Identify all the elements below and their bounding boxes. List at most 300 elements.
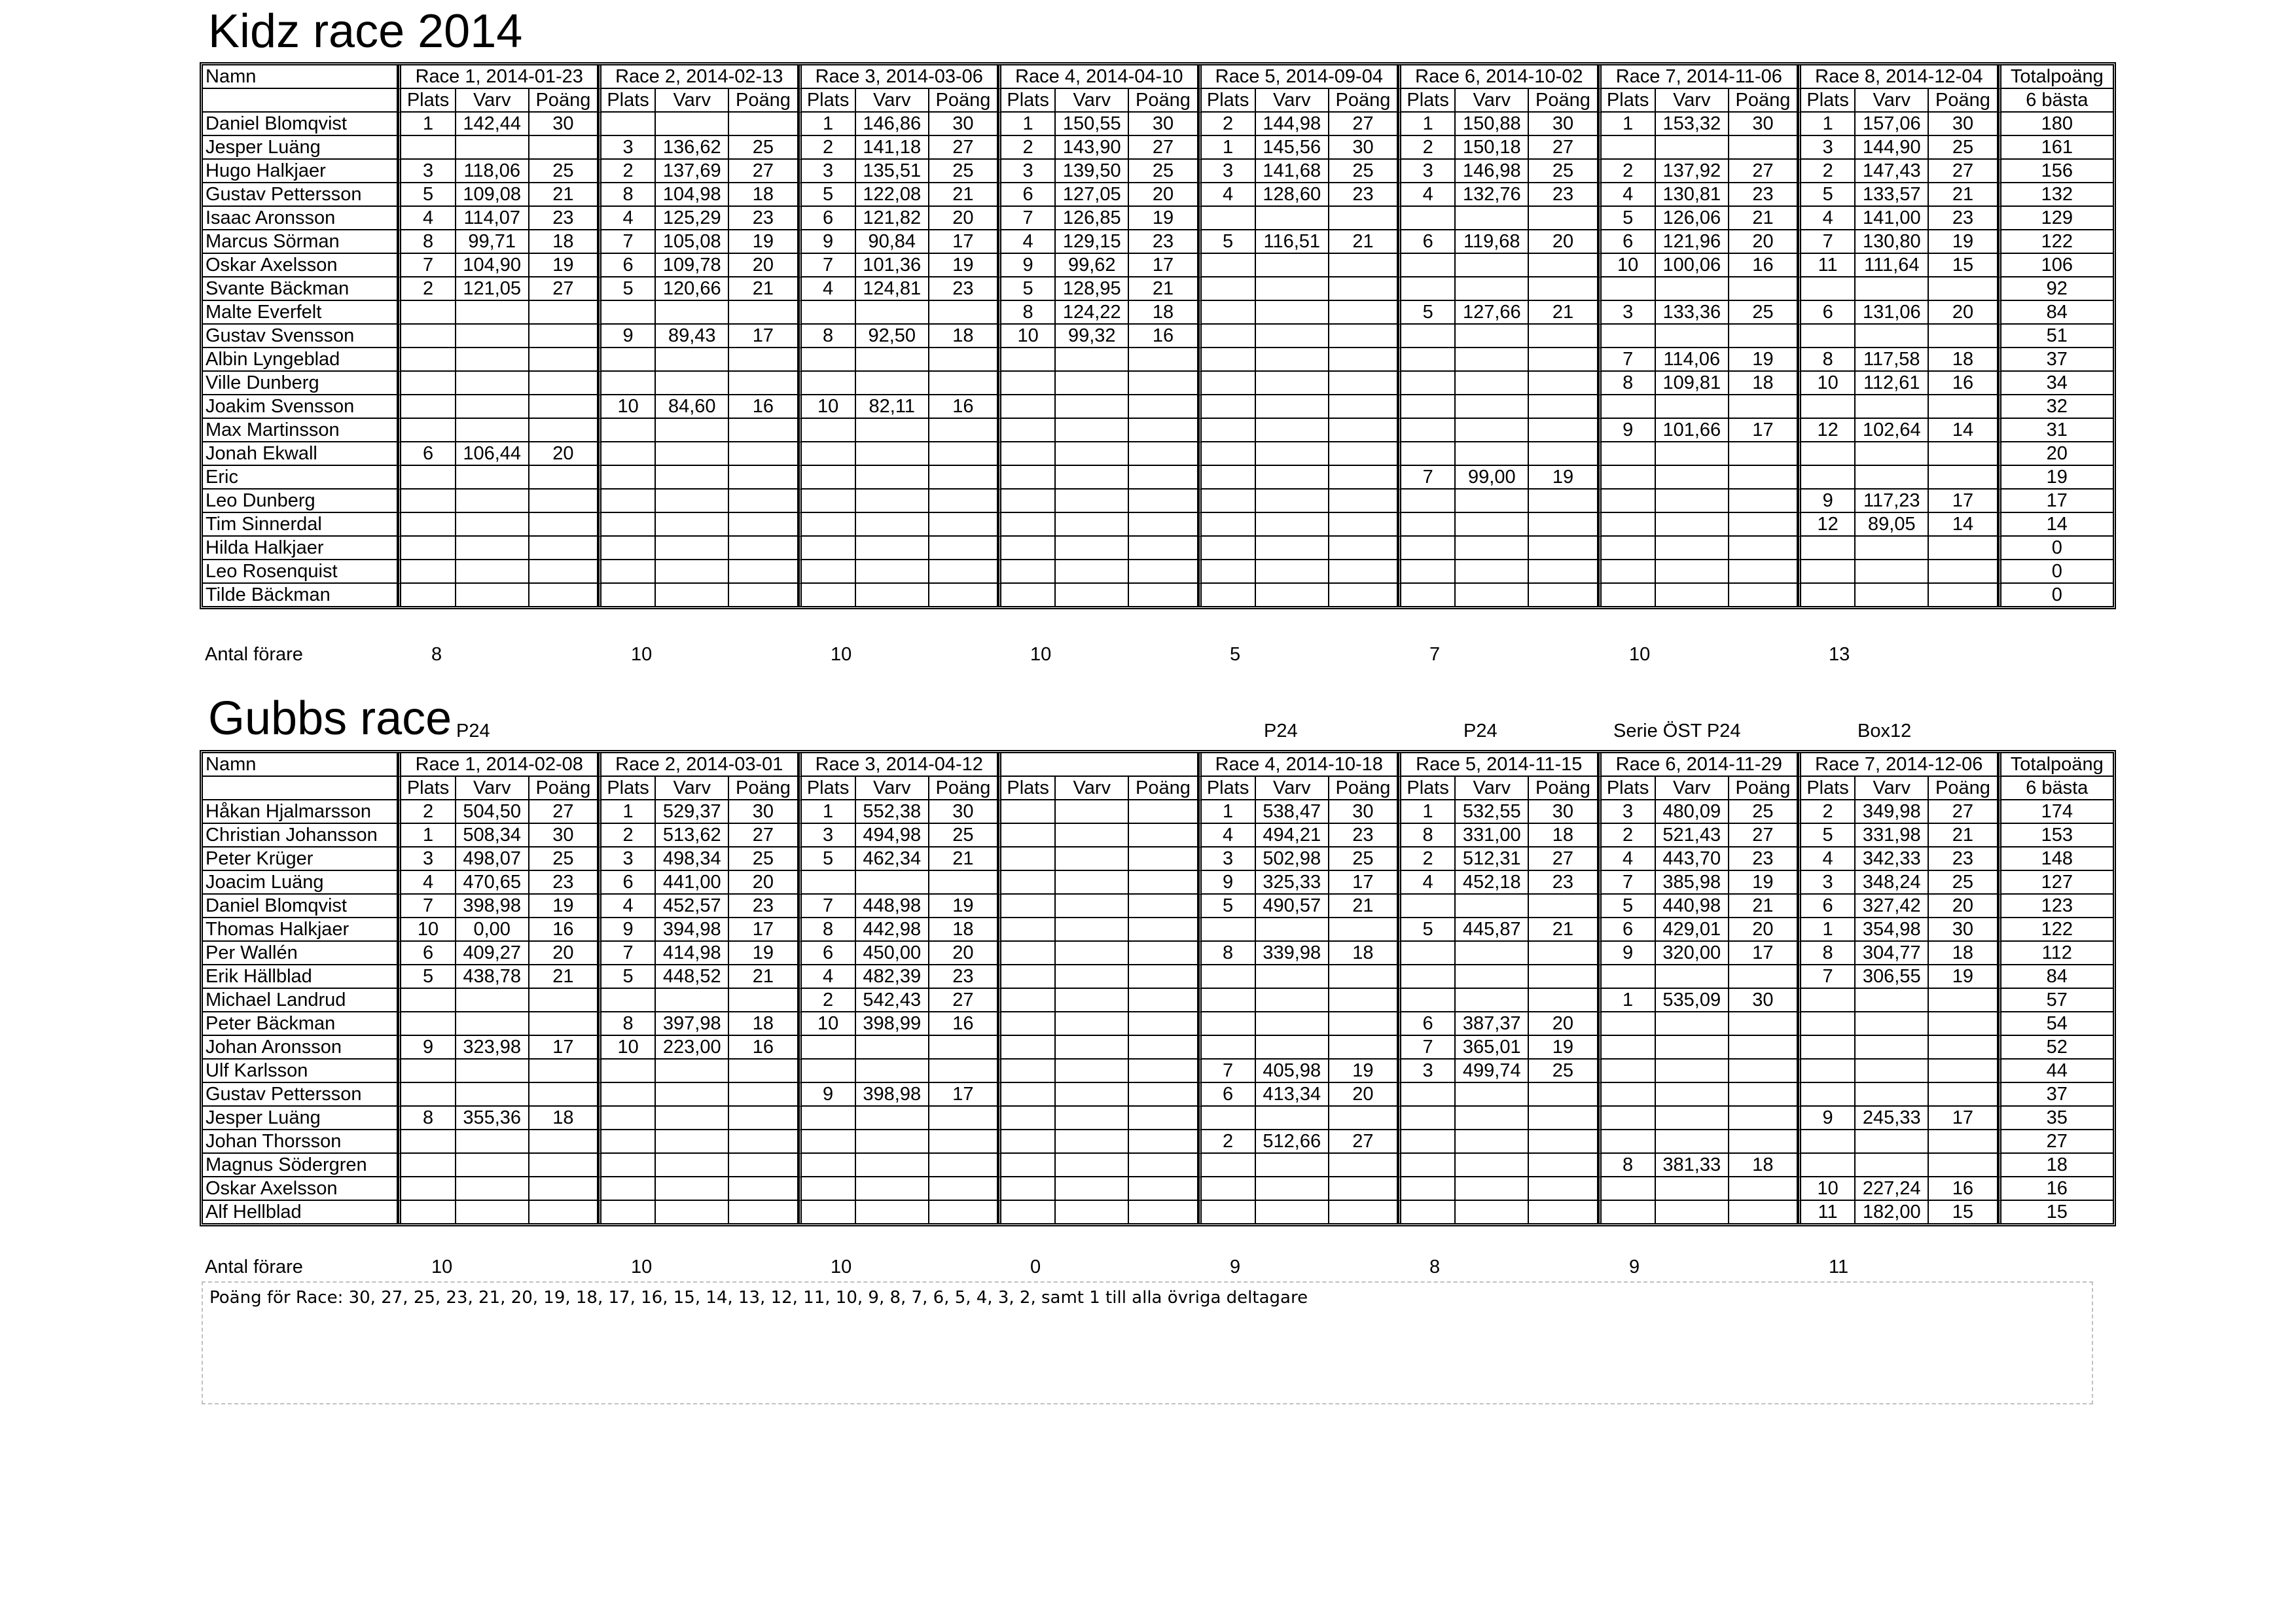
points-cell bbox=[1729, 490, 1798, 513]
position-cell: 5 bbox=[1598, 895, 1656, 918]
position-cell: 8 bbox=[1598, 372, 1656, 395]
table-row bbox=[203, 895, 2113, 918]
laps-cell bbox=[856, 419, 929, 442]
points-cell: 30 bbox=[1929, 918, 1998, 942]
points-cell: 16 bbox=[729, 395, 798, 419]
laps-cell bbox=[656, 466, 729, 490]
position-cell: 2 bbox=[998, 136, 1056, 160]
points-cell bbox=[929, 537, 998, 560]
laps-cell bbox=[1656, 325, 1729, 348]
position-cell bbox=[798, 1060, 856, 1083]
laps-cell bbox=[456, 1177, 529, 1201]
driver-name: Ulf Karlsson bbox=[203, 1060, 398, 1083]
kidz-title: Kidz race 2014 bbox=[208, 5, 523, 58]
driver-count: 10 bbox=[831, 644, 852, 665]
points-cell: 20 bbox=[1529, 1012, 1598, 1036]
position-cell bbox=[1598, 1012, 1656, 1036]
driver-count: 10 bbox=[1629, 644, 1651, 665]
column-subheader: Plats bbox=[398, 777, 456, 800]
laps-cell bbox=[1656, 277, 1729, 301]
points-cell: 30 bbox=[1329, 800, 1398, 824]
driver-name: Michael Landrud bbox=[203, 989, 398, 1012]
points-cell: 25 bbox=[929, 824, 998, 847]
points-cell: 19 bbox=[729, 942, 798, 965]
position-cell bbox=[1198, 466, 1256, 490]
laps-cell: 101,36 bbox=[856, 254, 929, 277]
points-cell: 27 bbox=[1729, 824, 1798, 847]
position-cell bbox=[598, 113, 656, 136]
position-cell: 1 bbox=[1398, 800, 1456, 824]
points-cell bbox=[529, 560, 598, 584]
laps-cell bbox=[1456, 372, 1529, 395]
column-subheader: Varv bbox=[856, 777, 929, 800]
driver-count: 8 bbox=[431, 644, 442, 665]
points-cell bbox=[1529, 348, 1598, 372]
position-cell: 3 bbox=[1198, 847, 1256, 871]
points-cell bbox=[1729, 1060, 1798, 1083]
position-cell bbox=[998, 1036, 1056, 1060]
points-cell: 20 bbox=[1329, 1083, 1398, 1107]
points-cell: 17 bbox=[729, 918, 798, 942]
points-cell bbox=[1929, 395, 1998, 419]
points-cell: 19 bbox=[1529, 466, 1598, 490]
points-cell: 23 bbox=[1329, 824, 1398, 847]
position-cell: 1 bbox=[1398, 113, 1456, 136]
points-cell: 27 bbox=[729, 824, 798, 847]
points-cell bbox=[1129, 1177, 1198, 1201]
position-cell: 1 bbox=[1198, 136, 1256, 160]
position-cell: 5 bbox=[998, 277, 1056, 301]
column-subheader: Plats bbox=[1398, 89, 1456, 113]
laps-cell: 126,85 bbox=[1056, 207, 1129, 230]
position-cell bbox=[798, 301, 856, 325]
driver-name: Albin Lyngeblad bbox=[203, 348, 398, 372]
position-cell: 9 bbox=[998, 254, 1056, 277]
position-cell bbox=[998, 918, 1056, 942]
position-cell bbox=[598, 1201, 656, 1223]
laps-cell: 306,55 bbox=[1856, 965, 1929, 989]
points-cell: 15 bbox=[1929, 254, 1998, 277]
position-cell: 4 bbox=[598, 895, 656, 918]
position-cell: 5 bbox=[1798, 824, 1856, 847]
column-subheader: Varv bbox=[1456, 89, 1529, 113]
position-cell bbox=[598, 348, 656, 372]
position-cell bbox=[1798, 560, 1856, 584]
driver-name: Peter Bäckman bbox=[203, 1012, 398, 1036]
points-cell bbox=[1129, 965, 1198, 989]
position-cell: 12 bbox=[1798, 513, 1856, 537]
total-points-cell: 84 bbox=[1998, 965, 2113, 989]
position-cell: 6 bbox=[798, 942, 856, 965]
points-cell: 17 bbox=[1129, 254, 1198, 277]
laps-cell: 102,64 bbox=[1856, 419, 1929, 442]
points-cell: 19 bbox=[1729, 348, 1798, 372]
driver-count: 10 bbox=[431, 1257, 453, 1277]
points-cell bbox=[929, 513, 998, 537]
position-cell bbox=[798, 1107, 856, 1130]
laps-cell bbox=[1056, 442, 1129, 466]
laps-cell: 92,50 bbox=[856, 325, 929, 348]
points-cell bbox=[729, 1201, 798, 1223]
position-cell bbox=[1398, 325, 1456, 348]
points-cell bbox=[1329, 1012, 1398, 1036]
points-cell bbox=[729, 372, 798, 395]
points-cell bbox=[1529, 895, 1598, 918]
laps-cell bbox=[456, 348, 529, 372]
points-cell bbox=[1329, 1036, 1398, 1060]
laps-cell: 112,61 bbox=[1856, 372, 1929, 395]
laps-cell: 99,00 bbox=[1456, 466, 1529, 490]
laps-cell bbox=[456, 325, 529, 348]
points-cell: 25 bbox=[1729, 301, 1798, 325]
points-cell: 25 bbox=[529, 847, 598, 871]
laps-cell bbox=[1256, 325, 1329, 348]
position-cell bbox=[398, 1177, 456, 1201]
laps-cell: 502,98 bbox=[1256, 847, 1329, 871]
column-subheader: Plats bbox=[1598, 777, 1656, 800]
points-cell: 21 bbox=[1929, 183, 1998, 207]
position-cell: 8 bbox=[798, 325, 856, 348]
points-cell: 18 bbox=[1929, 348, 1998, 372]
position-cell bbox=[1198, 442, 1256, 466]
points-cell bbox=[1329, 419, 1398, 442]
laps-cell bbox=[1856, 1130, 1929, 1154]
table-row bbox=[203, 466, 2113, 490]
position-cell bbox=[1798, 442, 1856, 466]
laps-cell: 182,00 bbox=[1856, 1201, 1929, 1223]
points-cell bbox=[1729, 442, 1798, 466]
points-cell bbox=[1529, 965, 1598, 989]
points-cell bbox=[929, 1036, 998, 1060]
points-cell bbox=[1529, 395, 1598, 419]
position-cell bbox=[1598, 1083, 1656, 1107]
points-cell: 19 bbox=[929, 254, 998, 277]
laps-cell: 128,60 bbox=[1256, 183, 1329, 207]
points-cell bbox=[529, 1083, 598, 1107]
position-cell: 4 bbox=[1398, 183, 1456, 207]
laps-cell: 320,00 bbox=[1656, 942, 1729, 965]
laps-cell: 114,07 bbox=[456, 207, 529, 230]
points-cell: 20 bbox=[729, 254, 798, 277]
column-subheader: Poäng bbox=[1929, 89, 1998, 113]
points-cell: 25 bbox=[529, 160, 598, 183]
laps-cell bbox=[656, 513, 729, 537]
laps-cell: 130,81 bbox=[1656, 183, 1729, 207]
position-cell: 8 bbox=[798, 918, 856, 942]
driver-count-label: Antal förare bbox=[205, 1257, 303, 1277]
points-cell bbox=[1529, 584, 1598, 606]
position-cell: 8 bbox=[398, 1107, 456, 1130]
position-cell: 1 bbox=[1798, 918, 1856, 942]
position-cell bbox=[1198, 254, 1256, 277]
position-cell: 1 bbox=[1198, 800, 1256, 824]
laps-cell bbox=[1856, 325, 1929, 348]
laps-cell bbox=[1656, 1201, 1729, 1223]
points-cell bbox=[1529, 1201, 1598, 1223]
race-header: Race 2, 2014-02-13 bbox=[598, 65, 798, 89]
points-cell bbox=[1129, 395, 1198, 419]
laps-cell bbox=[1056, 871, 1129, 895]
laps-cell: 132,76 bbox=[1456, 183, 1529, 207]
laps-cell bbox=[1056, 1177, 1129, 1201]
position-cell: 7 bbox=[1398, 1036, 1456, 1060]
position-cell bbox=[1598, 277, 1656, 301]
total-points-cell: 34 bbox=[1998, 372, 2113, 395]
position-cell: 6 bbox=[1598, 918, 1656, 942]
table-row bbox=[203, 1083, 2113, 1107]
position-cell bbox=[1398, 419, 1456, 442]
position-cell: 12 bbox=[1798, 419, 1856, 442]
laps-cell bbox=[1856, 537, 1929, 560]
points-cell: 18 bbox=[1729, 1154, 1798, 1177]
total-points-cell: 32 bbox=[1998, 395, 2113, 419]
laps-cell bbox=[1856, 1012, 1929, 1036]
points-cell bbox=[1129, 1012, 1198, 1036]
position-cell bbox=[398, 490, 456, 513]
points-cell bbox=[529, 989, 598, 1012]
laps-cell bbox=[1056, 1083, 1129, 1107]
position-cell bbox=[1398, 584, 1456, 606]
laps-cell: 109,81 bbox=[1656, 372, 1729, 395]
points-cell: 16 bbox=[929, 395, 998, 419]
position-cell bbox=[398, 560, 456, 584]
laps-cell: 498,07 bbox=[456, 847, 529, 871]
table-row bbox=[203, 160, 2113, 183]
position-cell: 7 bbox=[1398, 466, 1456, 490]
position-cell bbox=[1798, 989, 1856, 1012]
laps-cell: 438,78 bbox=[456, 965, 529, 989]
points-cell: 17 bbox=[529, 1036, 598, 1060]
driver-count-label: Antal förare bbox=[205, 644, 303, 665]
position-cell: 7 bbox=[1798, 230, 1856, 254]
position-cell bbox=[598, 1130, 656, 1154]
points-cell: 20 bbox=[929, 207, 998, 230]
table-row bbox=[203, 277, 2113, 301]
position-cell bbox=[1198, 325, 1256, 348]
laps-cell: 104,90 bbox=[456, 254, 529, 277]
laps-cell: 450,00 bbox=[856, 942, 929, 965]
position-cell: 3 bbox=[1198, 160, 1256, 183]
total-points-cell: 19 bbox=[1998, 466, 2113, 490]
position-cell bbox=[598, 1154, 656, 1177]
position-cell bbox=[1398, 1201, 1456, 1223]
points-cell bbox=[929, 1130, 998, 1154]
position-cell: 8 bbox=[1398, 824, 1456, 847]
driver-name: Tilde Bäckman bbox=[203, 584, 398, 606]
position-cell: 5 bbox=[798, 847, 856, 871]
position-cell bbox=[398, 989, 456, 1012]
position-cell bbox=[998, 1201, 1056, 1223]
laps-cell bbox=[656, 989, 729, 1012]
laps-cell bbox=[856, 1060, 929, 1083]
laps-cell: 99,62 bbox=[1056, 254, 1129, 277]
position-cell: 2 bbox=[398, 277, 456, 301]
position-cell: 6 bbox=[598, 871, 656, 895]
position-cell bbox=[1398, 1107, 1456, 1130]
laps-cell bbox=[456, 301, 529, 325]
position-cell bbox=[398, 301, 456, 325]
points-cell bbox=[1329, 395, 1398, 419]
points-cell: 15 bbox=[1929, 1201, 1998, 1223]
laps-cell bbox=[1256, 1036, 1329, 1060]
position-cell: 1 bbox=[598, 800, 656, 824]
points-cell bbox=[1929, 584, 1998, 606]
points-cell bbox=[1529, 372, 1598, 395]
total-points-cell: 17 bbox=[1998, 490, 2113, 513]
position-cell bbox=[1398, 513, 1456, 537]
points-cell bbox=[1129, 918, 1198, 942]
venue-label: P24 bbox=[456, 721, 490, 741]
position-cell bbox=[1598, 490, 1656, 513]
points-cell bbox=[529, 1060, 598, 1083]
position-cell bbox=[398, 1154, 456, 1177]
points-cell bbox=[729, 1060, 798, 1083]
position-cell: 1 bbox=[998, 113, 1056, 136]
laps-cell: 144,98 bbox=[1256, 113, 1329, 136]
total-points-cell: 180 bbox=[1998, 113, 2113, 136]
position-cell bbox=[798, 1177, 856, 1201]
position-cell bbox=[1198, 348, 1256, 372]
laps-cell: 106,44 bbox=[456, 442, 529, 466]
laps-cell bbox=[856, 537, 929, 560]
driver-name: Oskar Axelsson bbox=[203, 1177, 398, 1201]
laps-cell: 146,98 bbox=[1456, 160, 1529, 183]
points-cell bbox=[529, 537, 598, 560]
column-subheader: Plats bbox=[798, 89, 856, 113]
laps-cell: 143,90 bbox=[1056, 136, 1129, 160]
gubbs-results-table bbox=[200, 750, 2116, 1226]
points-cell: 19 bbox=[1729, 871, 1798, 895]
points-cell: 30 bbox=[1929, 113, 1998, 136]
total-points-cell: 51 bbox=[1998, 325, 2113, 348]
driver-count: 10 bbox=[631, 1257, 653, 1277]
column-subheader: Plats bbox=[798, 777, 856, 800]
laps-cell bbox=[456, 1060, 529, 1083]
venue-label: P24 bbox=[1463, 721, 1498, 741]
points-cell bbox=[1929, 1083, 1998, 1107]
points-cell bbox=[1129, 1154, 1198, 1177]
table-row bbox=[203, 136, 2113, 160]
points-cell bbox=[729, 466, 798, 490]
laps-cell bbox=[1456, 1107, 1529, 1130]
laps-cell bbox=[1056, 584, 1129, 606]
driver-name: Johan Thorsson bbox=[203, 1130, 398, 1154]
column-subheader: Poäng bbox=[729, 89, 798, 113]
points-cell: 23 bbox=[1529, 871, 1598, 895]
column-subheader: Poäng bbox=[529, 89, 598, 113]
position-cell bbox=[1398, 989, 1456, 1012]
laps-cell: 339,98 bbox=[1256, 942, 1329, 965]
points-cell: 21 bbox=[1329, 230, 1398, 254]
laps-cell bbox=[1456, 1154, 1529, 1177]
points-cell bbox=[1529, 490, 1598, 513]
points-cell bbox=[1329, 989, 1398, 1012]
laps-cell: 128,95 bbox=[1056, 277, 1129, 301]
column-subheader: Plats bbox=[1198, 777, 1256, 800]
gubbs-title: Gubbs race bbox=[208, 692, 452, 745]
points-cell bbox=[929, 301, 998, 325]
position-cell bbox=[1398, 372, 1456, 395]
laps-cell bbox=[456, 395, 529, 419]
laps-cell bbox=[1256, 989, 1329, 1012]
laps-cell: 109,78 bbox=[656, 254, 729, 277]
table-row bbox=[203, 419, 2113, 442]
points-note-box bbox=[202, 1281, 2093, 1404]
total-points-cell: 15 bbox=[1998, 1201, 2113, 1223]
total-points-cell: 123 bbox=[1998, 895, 2113, 918]
driver-name: Hilda Halkjaer bbox=[203, 537, 398, 560]
points-cell: 25 bbox=[929, 160, 998, 183]
laps-cell bbox=[1056, 419, 1129, 442]
position-cell bbox=[1198, 965, 1256, 989]
points-cell: 25 bbox=[1529, 1060, 1598, 1083]
total-subheader: 6 bästa bbox=[1998, 89, 2113, 113]
points-cell bbox=[1929, 1060, 1998, 1083]
points-cell bbox=[1529, 1083, 1598, 1107]
laps-cell bbox=[656, 1107, 729, 1130]
points-cell bbox=[1129, 1107, 1198, 1130]
driver-name: Daniel Blomqvist bbox=[203, 895, 398, 918]
position-cell bbox=[998, 348, 1056, 372]
position-cell bbox=[398, 584, 456, 606]
table-row bbox=[203, 442, 2113, 466]
position-cell bbox=[1198, 1036, 1256, 1060]
laps-cell: 104,98 bbox=[656, 183, 729, 207]
position-cell: 10 bbox=[1798, 372, 1856, 395]
laps-cell bbox=[456, 1201, 529, 1223]
position-cell: 3 bbox=[398, 847, 456, 871]
laps-cell bbox=[1456, 965, 1529, 989]
laps-cell bbox=[456, 989, 529, 1012]
laps-cell bbox=[856, 1130, 929, 1154]
race-header: Race 5, 2014-09-04 bbox=[1198, 65, 1399, 89]
points-cell bbox=[929, 871, 998, 895]
total-points-cell: 31 bbox=[1998, 419, 2113, 442]
laps-cell bbox=[1056, 348, 1129, 372]
column-subheader: Plats bbox=[598, 89, 656, 113]
position-cell: 8 bbox=[1598, 1154, 1656, 1177]
laps-cell bbox=[1256, 207, 1329, 230]
points-cell: 27 bbox=[1929, 160, 1998, 183]
table-row bbox=[203, 1012, 2113, 1036]
position-cell bbox=[1598, 537, 1656, 560]
column-subheader: Varv bbox=[1056, 89, 1129, 113]
position-cell: 5 bbox=[1598, 207, 1656, 230]
position-cell: 10 bbox=[398, 918, 456, 942]
points-cell bbox=[729, 113, 798, 136]
laps-cell bbox=[856, 442, 929, 466]
points-cell bbox=[929, 1060, 998, 1083]
points-cell bbox=[1329, 584, 1398, 606]
laps-cell: 118,06 bbox=[456, 160, 529, 183]
laps-cell bbox=[456, 1083, 529, 1107]
laps-cell bbox=[1456, 207, 1529, 230]
laps-cell: 137,92 bbox=[1656, 160, 1729, 183]
position-cell: 5 bbox=[798, 183, 856, 207]
position-cell: 2 bbox=[1198, 1130, 1256, 1154]
position-cell bbox=[998, 1060, 1056, 1083]
position-cell bbox=[1398, 895, 1456, 918]
position-cell: 6 bbox=[1398, 230, 1456, 254]
laps-cell bbox=[1256, 1012, 1329, 1036]
laps-cell: 127,05 bbox=[1056, 183, 1129, 207]
driver-count: 0 bbox=[1030, 1257, 1041, 1277]
position-cell: 2 bbox=[798, 136, 856, 160]
points-cell bbox=[1729, 277, 1798, 301]
position-cell: 4 bbox=[1198, 824, 1256, 847]
driver-name: Joakim Svensson bbox=[203, 395, 398, 419]
laps-cell: 99,32 bbox=[1056, 325, 1129, 348]
